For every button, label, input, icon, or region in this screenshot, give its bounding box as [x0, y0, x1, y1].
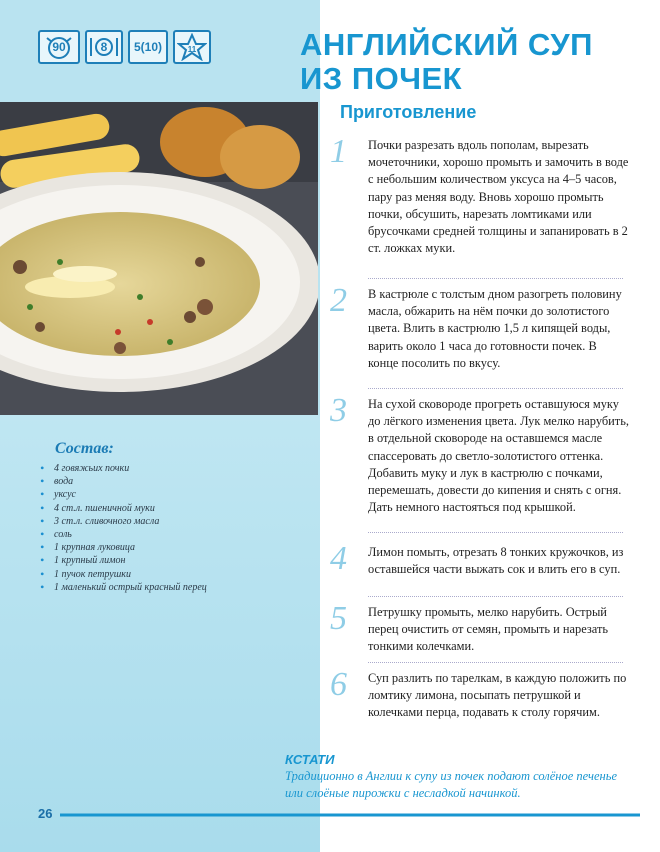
preparation-heading: Приготовление	[340, 102, 477, 122]
step-5	[330, 600, 630, 656]
footer-rule	[60, 812, 640, 818]
divider	[368, 278, 623, 279]
step-number: 3	[330, 392, 347, 429]
step-text: Петрушку промыть, мелко нарубить. Острый перец очистить от семян, промыть и нарезать тонкими колечками.	[368, 605, 609, 654]
step-text: В кастрюле с толстым дном разогреть половину масла, обжарить на нём почки до золотистого цвета. Влить в кастрюлю 1,5 л кипящей воды, варить около 1 часа до готовности почек. В конце посолить по вкусу.	[368, 287, 622, 370]
ingredients-heading: Состав:	[55, 440, 114, 457]
ingredient-item: • 4 говяжьих почки	[40, 462, 225, 475]
step-text: На сухой сковороде прогреть оставшуюся муку до лёгкого изменения цвета. Лук мелко нарубить, в отдельной сковороде на оставшемся масле спассеровать до светло-золотистого оттенка. Добавить муку и лук в кастрюлю с почками, перемешать, довести до кипения и снять с огня. Дать немного настояться под крышкой.	[368, 397, 629, 515]
step-number: 1	[330, 133, 347, 170]
step-2	[330, 282, 630, 372]
ingredient-item: • 1 крупная луковица	[40, 541, 225, 554]
divider	[368, 388, 623, 389]
portions-badge: 5(10)	[128, 30, 168, 64]
step-3	[330, 392, 630, 516]
ingredient-item: • уксус	[40, 488, 225, 501]
ingredient-item: • 1 крупный лимон	[40, 554, 225, 567]
ingredient-item: • 1 маленький острый красный перец	[40, 581, 225, 594]
step-text: Почки разрезать вдоль пополам, вырезать мочеточники, хорошо промыть и замочить в воде с небольшим количеством уксуса на 4–5 часов, пару раз меняя воду. Вновь хорошо промыть почки, обсушить, нарезать ломтиками или брусочками средней толщины и запанировать в 2 ст. ложках муки.	[368, 138, 629, 256]
clock-icon	[38, 30, 80, 64]
recipe-title	[300, 28, 640, 96]
step-6	[330, 666, 630, 722]
divider	[368, 662, 623, 663]
step-1	[330, 133, 630, 257]
step-4	[330, 540, 630, 578]
ingredient-item: • 4 ст.л. пшеничной муки	[40, 502, 225, 515]
ingredient-item: • 3 ст.л. сливочного масла	[40, 515, 225, 528]
step-number: 2	[330, 282, 347, 319]
step-text: Лимон помыть, отрезать 8 тонких кружочков, из оставшейся части выжать сок и влить его в суп.	[368, 545, 624, 577]
step-number: 6	[330, 666, 347, 703]
note-text: Традиционно в Англии к супу из почек подают солёное печенье или слоёные пирожки с несладкой начинкой.	[285, 769, 617, 800]
calories-value: 8	[100, 40, 108, 54]
recipe-info-icons	[38, 30, 211, 64]
step-number: 5	[330, 600, 347, 637]
title-line-1: АНГЛИЙСКИЙ СУП	[300, 27, 593, 62]
step-text: Суп разлить по тарелкам, в каждую положить по ломтику лимона, посыпать петрушкой и колечками перца, подавать к столу горячим.	[368, 671, 627, 720]
soup-photo-graphic	[0, 102, 318, 415]
ingredient-item: • 1 пучок петрушки	[40, 568, 225, 581]
plate-icon	[85, 30, 123, 64]
ingredient-item: • соль	[40, 528, 225, 541]
star-icon	[173, 30, 211, 64]
ingredients-list	[40, 462, 225, 594]
divider	[368, 596, 623, 597]
divider	[368, 532, 623, 533]
title-line-2: ИЗ ПОЧЕК	[300, 61, 463, 96]
step-number: 4	[330, 540, 347, 577]
time-value: 90	[52, 40, 66, 54]
note-label: КСТАТИ	[285, 752, 335, 767]
ingredient-item: • вода	[40, 475, 225, 488]
soup-photo	[0, 102, 318, 415]
page-number: 26	[38, 806, 53, 821]
difficulty-value: 11	[187, 44, 197, 54]
